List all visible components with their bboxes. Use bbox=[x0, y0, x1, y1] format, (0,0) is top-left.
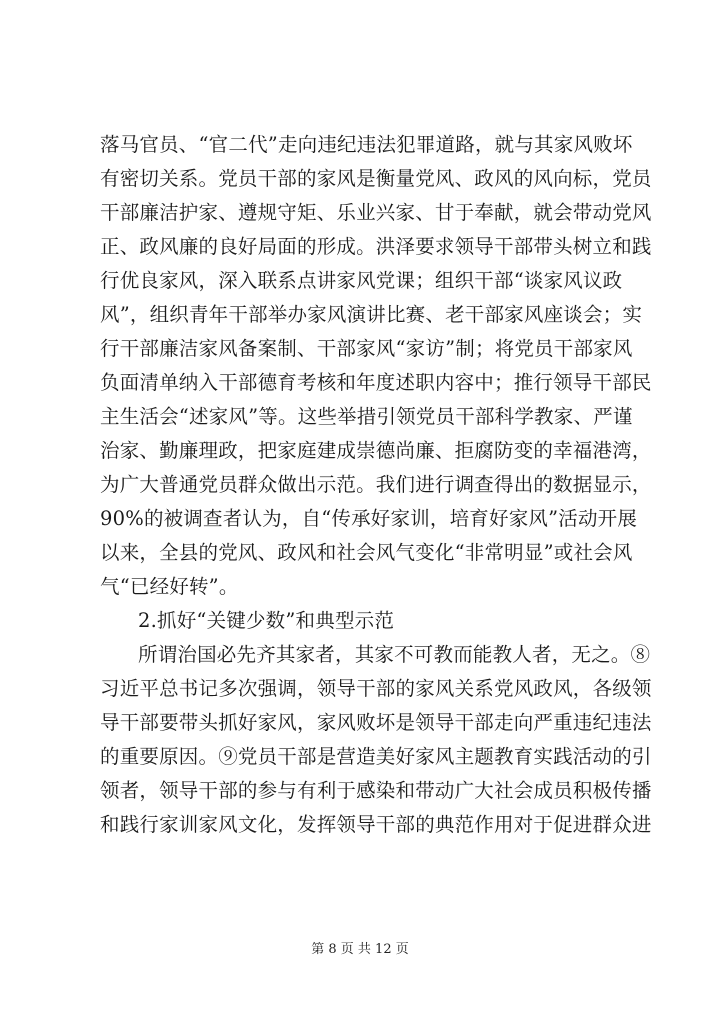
text-line: 正、政风廉的良好局面的形成。洪泽要求领导干部带头树立和践 bbox=[100, 235, 652, 258]
paragraph-2 bbox=[100, 638, 652, 842]
text-line: 90%的被调查者认为，自“传承好家训，培育好家风”活动开展 bbox=[100, 507, 638, 530]
text-line: 和践行家训家风文化，发挥领导干部的典范作用对于促进群众进 bbox=[100, 813, 652, 836]
paragraph-1 bbox=[100, 128, 652, 604]
text-line: 以来，全县的党风、政风和社会风气变化“非常明显”或社会风 bbox=[100, 541, 633, 564]
text-line: 导干部要带头抓好家风，家风败坏是领导干部走向严重违纪违法 bbox=[100, 711, 652, 734]
text-line: 习近平总书记多次强调，领导干部的家风关系党风政风，各级领 bbox=[100, 677, 652, 700]
text-line: 所谓治国必先齐其家者，其家不可教而能教人者，无之。⑧ bbox=[138, 643, 651, 666]
text-line: 为广大普通党员群众做出示范。我们进行调查得出的数据显示， bbox=[100, 473, 652, 496]
text-line: 落马官员、“官二代”走向违纪违法犯罪道路，就与其家风败坏 bbox=[100, 133, 633, 156]
text-line: 气“已经好转”。 bbox=[100, 575, 239, 598]
text-line: 的重要原因。⑨党员干部是营造美好家风主题教育实践活动的引 bbox=[100, 745, 652, 768]
text-line: 干部廉洁护家、遵规守矩、乐业兴家、甘于奉献，就会带动党风 bbox=[100, 201, 652, 224]
text-line: 主生活会“述家风”等。这些举措引领党员干部科学教家、严谨 bbox=[100, 405, 633, 428]
text-line: 治家、勤廉理政，把家庭建成崇德尚廉、拒腐防变的幸福港湾， bbox=[100, 439, 652, 462]
document-body bbox=[100, 128, 652, 842]
page-number-footer: 第 8 页 共 12 页 bbox=[311, 942, 409, 957]
section-heading: 2.抓好“关键少数”和典型示范 bbox=[138, 609, 395, 632]
text-line: 领者，领导干部的参与有利于感染和带动广大社会成员积极传播 bbox=[100, 779, 652, 802]
text-line: 负面清单纳入干部德育考核和年度述职内容中；推行领导干部民 bbox=[100, 371, 652, 394]
text-line: 有密切关系。党员干部的家风是衡量党风、政风的风向标，党员 bbox=[100, 167, 652, 190]
text-line: 行优良家风，深入联系点讲家风党课；组织干部“谈家风议政 bbox=[100, 269, 623, 292]
text-line: 风”，组织青年干部举办家风演讲比赛、老干部家风座谈会；实 bbox=[100, 303, 643, 326]
text-line: 行干部廉洁家风备案制、干部家风“家访”制；将党员干部家风 bbox=[100, 337, 633, 360]
